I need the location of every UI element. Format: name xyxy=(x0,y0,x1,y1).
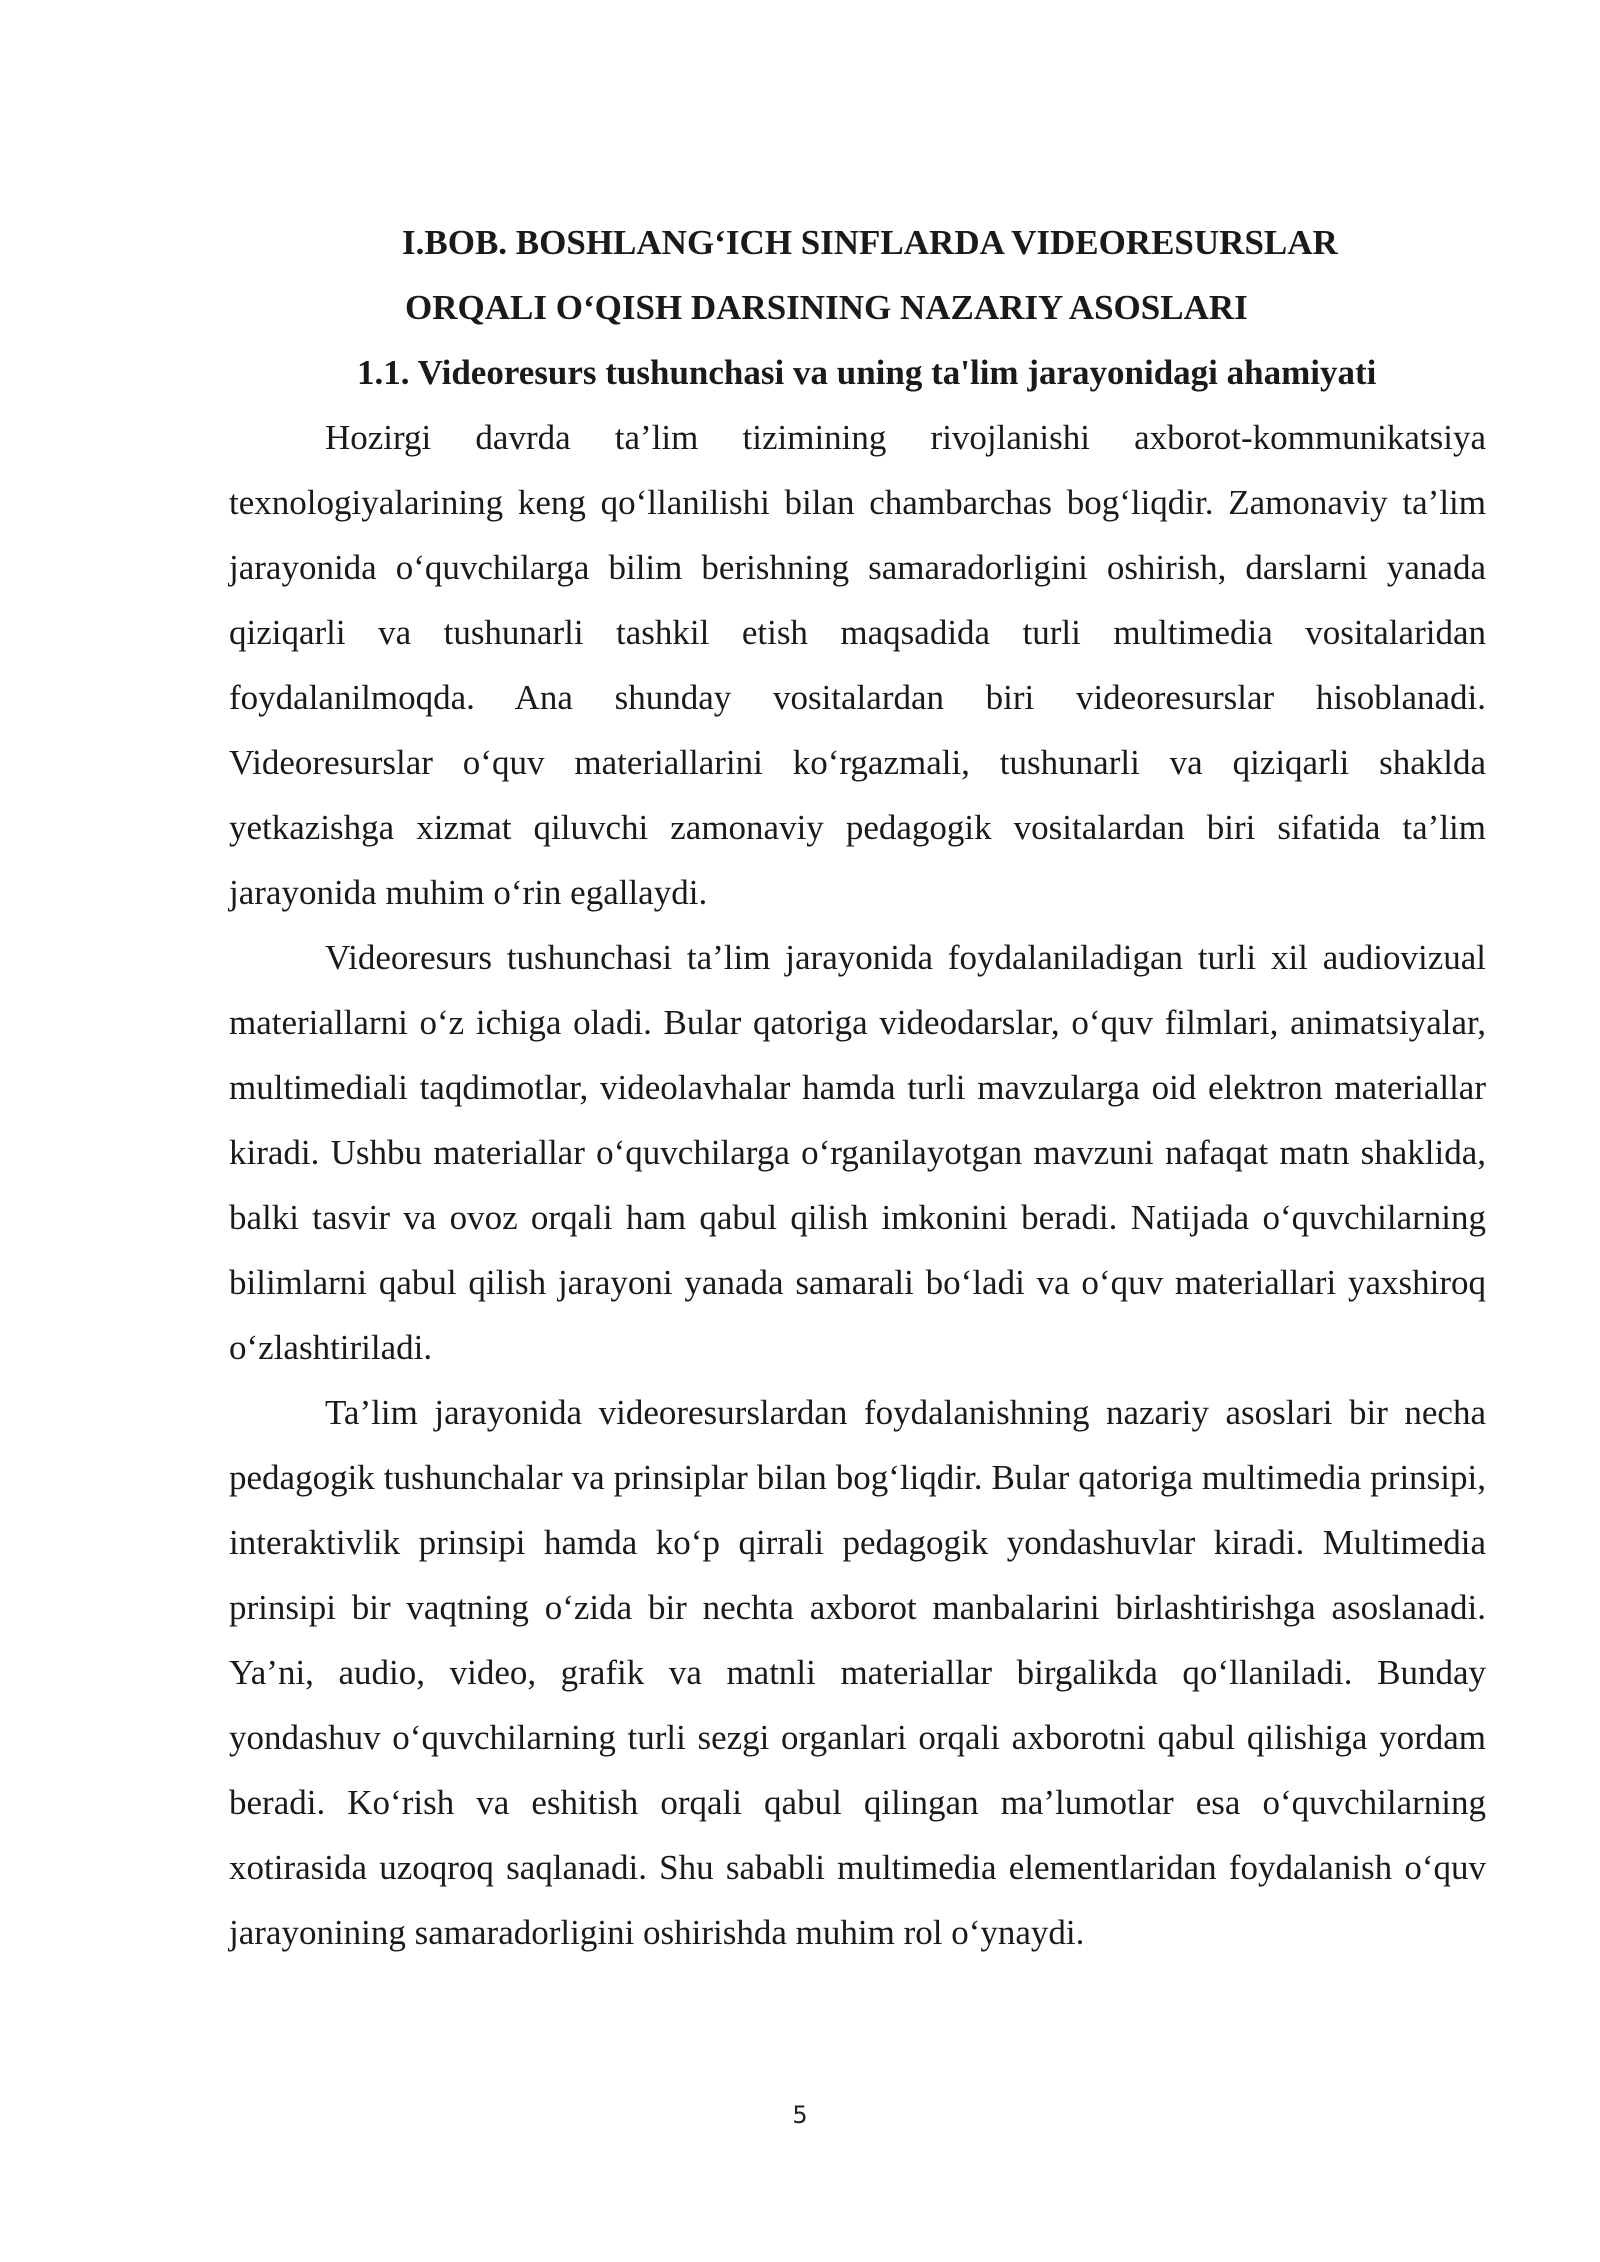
chapter-title-line-1: I.BOB. BOSHLANG‘ICH SINFLARDA VIDEORESURSLAR xyxy=(402,223,1338,262)
page-number: 5 xyxy=(792,2101,808,2129)
paragraph-3: Ta’lim jarayonida videoresurslardan foydalanishning nazariy asoslari bir necha pedagogik tushunchalar va prinsiplar bilan bog‘liqdir. Bular qatoriga multimedia prinsipi, interaktivlik prinsipi hamda ko‘p qirrali pedagogik yondashuvlar kiradi. Multimedia prinsipi bir vaqtning o‘zida bir nechta axborot manbalarini birlashtirishga asoslanadi. Ya’ni, audio, video, grafik va matnli materiallar birgalikda qo‘llaniladi. Bunday yondashuv o‘quvchilarning turli sezgi organlari orqali axborotni qabul qilishiga yordam beradi. Ko‘rish va eshitish orqali qabul qilingan ma’lumotlar esa o‘quvchilarning xotirasida uzoqroq saqlanadi. Shu sababli multimedia elementlaridan foydalanish o‘quv jarayonining samaradorligini oshirishda muhim rol o‘ynaydi. xyxy=(229,1393,1486,1952)
paragraph-1: Hozirgi davrda ta’lim tizimining rivojlanishi axborot-kommunikatsiya texnologiyalarining keng qo‘llanilishi bilan chambarchas bog‘liqdir. Zamonaviy ta’lim jarayonida o‘quvchilarga bilim berishning samaradorligini oshirish, darslarni yanada qiziqarli va tushunarli tashkil etish maqsadida turli multimedia vositalaridan foydalanilmoqda. Ana shunday vositalardan biri videoresurslar hisoblanadi. Videoresurslar o‘quv materiallarini ko‘rgazmali, tushunarli va qiziqarli shaklda yetkazishga xizmat qiluvchi zamonaviy pedagogik vositalardan biri sifatida ta’lim jarayonida muhim o‘rin egallaydi. xyxy=(229,418,1486,912)
section-title: 1.1. Videoresurs tushunchasi va uning ta'lim jarayonidagi ahamiyati xyxy=(357,353,1377,392)
chapter-title-line-2: ORQALI O‘QISH DARSINING NAZARIY ASOSLARI xyxy=(405,288,1248,327)
chapter-title xyxy=(229,210,1486,340)
paragraph-2: Videoresurs tushunchasi ta’lim jarayonida foydalaniladigan turli xil audiovizual materiallarni o‘z ichiga oladi. Bular qatoriga videodarslar, o‘quv filmlari, animatsiyalar, multimediali taqdimotlar, videolavhalar hamda turli mavzularga oid elektron materiallar kiradi. Ushbu materiallar o‘quvchilarga o‘rganilayotgan mavzuni nafaqat matn shaklida, balki tasvir va ovoz orqali ham qabul qilish imkonini beradi. Natijada o‘quvchilarning bilimlarni qabul qilish jarayoni yanada samarali bo‘ladi va o‘quv materiallari yaxshiroq o‘zlashtiriladi. xyxy=(229,938,1486,1367)
page-content xyxy=(229,210,1486,1965)
